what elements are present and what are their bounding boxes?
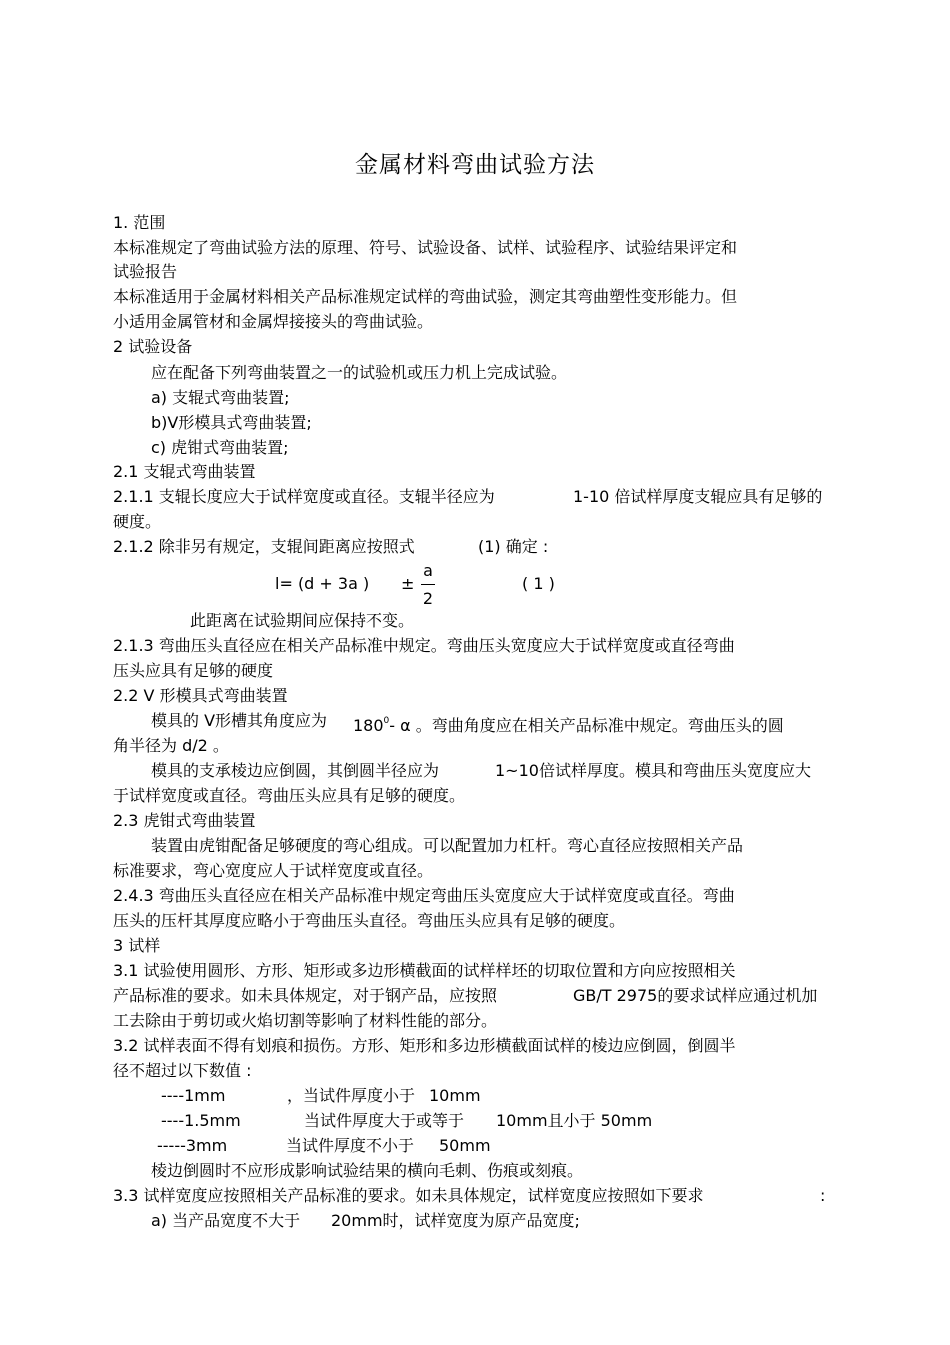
paragraph-line: 硬度。: [113, 512, 162, 531]
list-item: 当试件厚度大于或等于: [304, 1111, 465, 1130]
section-2-1-heading: 2.1 支辊式弯曲装置: [113, 462, 256, 481]
paragraph-line: 于试样宽度或直径。弯曲压头应具有足够的硬度。: [113, 786, 466, 805]
formula-fraction-bar: [421, 584, 435, 585]
angle-value: 180: [353, 716, 384, 735]
paragraph-line: 产品标准的要求。如未具体规定，对于钢产品，应按照: [113, 986, 498, 1005]
section-2-3-heading: 2.3 虎钳式弯曲装置: [113, 811, 256, 830]
paragraph-line: 小适用金属管材和金属焊接接头的弯曲试验。: [113, 312, 434, 331]
paragraph-line: 工去除由于剪切或火焰切割等影响了材料性能的部分。: [113, 1011, 498, 1030]
paragraph-line: 1~10倍试样厚度。模具和弯曲压头宽度应大: [495, 761, 811, 780]
list-item: c) 虎钳式弯曲装置;: [151, 438, 289, 457]
section-1-heading: 1. 范围: [113, 213, 166, 232]
paragraph-line: 2.1.1 支辊长度应大于试样宽度或直径。支辊半径应为: [113, 487, 495, 506]
paragraph-line: 模具的 V形槽其角度应为: [151, 711, 328, 730]
paragraph-line: 1-10 倍试样厚度支辊应具有足够的: [573, 487, 823, 506]
list-item: a) 当产品宽度不大于: [151, 1211, 301, 1230]
paragraph-line: 模具的支承棱边应倒圆，其倒圆半径应为: [151, 761, 440, 780]
paragraph-line: 棱边倒圆时不应形成影响试验结果的横向毛刺、伤痕或刻痕。: [151, 1161, 584, 1180]
paragraph-line: 角半径为 d/2 。: [113, 736, 229, 755]
list-item: 20mm时，试样宽度为原产品宽度;: [331, 1211, 580, 1230]
section-2-2-heading: 2.2 V 形模具式弯曲装置: [113, 686, 288, 705]
paragraph-line: 本标准规定了弯曲试验方法的原理、符号、试验设备、试样、试验程序、试验结果评定和: [113, 238, 738, 257]
paragraph-line: 本标准适用于金属材料相关产品标准规定试样的弯曲试验，测定其弯曲塑性变形能力。但: [113, 287, 738, 306]
paragraph-line: (1) 确定 :: [478, 537, 549, 556]
paragraph-text: - α 。弯曲角度应在相关产品标准中规定。弯曲压头的圆: [389, 716, 784, 735]
paragraph-line: 径不超过以下数值 :: [113, 1061, 252, 1080]
paragraph-line: 标准要求，弯心宽度应人于试样宽度或直径。: [113, 861, 434, 880]
section-3-heading: 3 试样: [113, 936, 161, 955]
list-item: ----1.5mm: [161, 1111, 241, 1130]
formula-numerator: a: [423, 561, 433, 580]
document-title: 金属材料弯曲试验方法: [355, 152, 595, 178]
paragraph-line: 2.1.3 弯曲压头直径应在相关产品标准中规定。弯曲压头宽度应大于试样宽度或直径弯曲: [113, 636, 735, 655]
paragraph-line: GB/T 2975的要求试样应通过机加: [573, 986, 818, 1005]
list-item: 10mm且小于 50mm: [496, 1111, 653, 1130]
formula-plus-minus: ±: [401, 574, 415, 593]
formula-left: l= (d + 3a ): [275, 574, 370, 593]
paragraph-line: 应在配备下列弯曲装置之一的试验机或压力机上完成试验。: [151, 363, 568, 382]
formula-denominator: 2: [422, 589, 434, 608]
paragraph-line: 3.3 试样宽度应按照相关产品标准的要求。如未具体规定，试样宽度应按照如下要求: [113, 1186, 704, 1205]
paragraph-line: 试验报告: [113, 262, 178, 281]
paragraph-line: 装置由虎钳配备足够硬度的弯心组成。可以配置加力杠杆。弯心直径应按照相关产品: [151, 836, 744, 855]
list-item: 当试件厚度不小于: [286, 1136, 415, 1155]
list-item: -----3mm: [157, 1136, 228, 1155]
paragraph-line: :: [820, 1186, 826, 1205]
list-item: a) 支辊式弯曲装置;: [151, 388, 290, 407]
paragraph-line: 3.1 试验使用圆形、方形、矩形或多边形横截面的试样样坯的切取位置和方向应按照相关: [113, 961, 736, 980]
paragraph-line: 2.4.3 弯曲压头直径应在相关产品标准中规定弯曲压头宽度应大于试样宽度或直径。弯曲: [113, 886, 735, 905]
paragraph-line: 3.2 试样表面不得有划痕和损伤。方形、矩形和多边形横截面试样的棱边应倒圆，倒圆半: [113, 1036, 736, 1055]
list-item: ，当试件厚度小于: [287, 1086, 416, 1105]
list-item: 50mm: [439, 1136, 491, 1155]
paragraph-line: 2.1.2 除非另有规定，支辊间距离应按照式: [113, 537, 415, 556]
section-2-heading: 2 试验设备: [113, 337, 193, 356]
degree-superscript: 0: [383, 716, 390, 726]
formula-number: ( 1 ): [522, 574, 555, 593]
list-item: ----1mm: [161, 1086, 226, 1105]
paragraph-line: [353, 709, 784, 738]
paragraph-line: 压头应具有足够的硬度: [113, 661, 274, 680]
paragraph-line: 此距离在试验期间应保持不变。: [190, 611, 415, 630]
paragraph-line: 压头的压杆其厚度应略小于弯曲压头直径。弯曲压头应具有足够的硬度。: [113, 911, 626, 930]
list-item: b)V形模具式弯曲装置;: [151, 413, 312, 432]
list-item: 10mm: [429, 1086, 481, 1105]
